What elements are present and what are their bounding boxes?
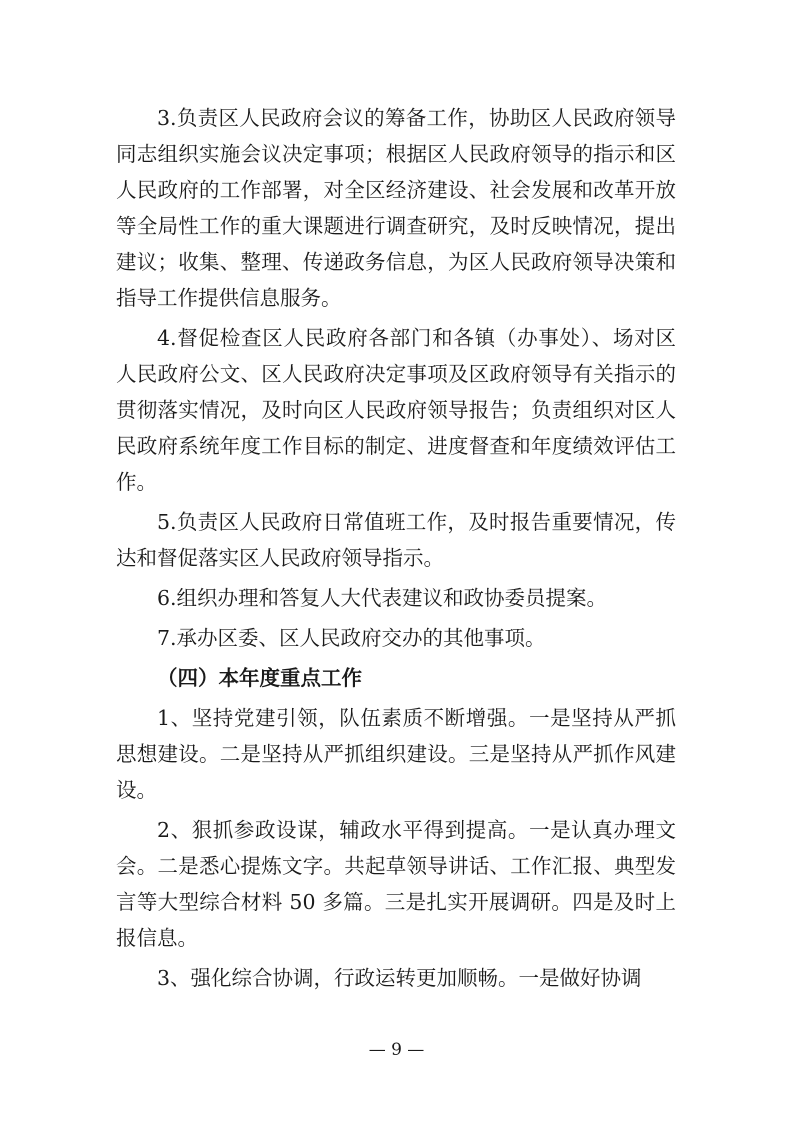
work-paragraph-3: 3、强化综合协调，行政运转更加顺畅。一是做好协调 bbox=[157, 966, 642, 990]
duty-paragraph-4: 4.督促检查区人民政府各部门和各镇（办事处）、场对区人民政府公文、区人民政府决定事项及区政府领导有关指示的贯彻落实情况，及时向区人民政府领导报告；负责组织对区人民政府系统年度工作目标的制定、进度督查和年度绩效评估工作。 bbox=[116, 326, 676, 494]
work-paragraph-1: 1、坚持党建引领，队伍素质不断增强。一是坚持从严抓思想建设。二是坚持从严抓组织建设。三是坚持从严抓作风建设。 bbox=[116, 706, 676, 802]
duty-paragraph-7: 7.承办区委、区人民政府交办的其他事项。 bbox=[157, 626, 546, 650]
body-text bbox=[116, 100, 676, 996]
duty-paragraph-3: 3.负责区人民政府会议的筹备工作，协助区人民政府领导同志组织实施会议决定事项；根据区人民政府领导的指示和区人民政府的工作部署，对全区经济建设、社会发展和改革开放等全局性工作的重大课题进行调查研究，及时反映情况，提出建议；收集、整理、传递政务信息，为区人民政府领导决策和指导工作提供信息服务。 bbox=[116, 106, 676, 310]
page-number: — 9 — bbox=[368, 1040, 425, 1060]
duty-paragraph-6: 6.组织办理和答复人大代表建议和政协委员提案。 bbox=[157, 586, 608, 610]
work-paragraph-2: 2、狠抓参政设谋，辅政水平得到提高。一是认真办理文会。二是悉心提炼文字。共起草领导讲话、工作汇报、典型发言等大型综合材料 50 多篇。三是扎实开展调研。四是及时上报信息。 bbox=[116, 818, 676, 950]
duty-paragraph-5: 5.负责区人民政府日常值班工作，及时报告重要情况，传达和督促落实区人民政府领导指示。 bbox=[116, 510, 676, 570]
section-heading: （四）本年度重点工作 bbox=[157, 666, 362, 690]
